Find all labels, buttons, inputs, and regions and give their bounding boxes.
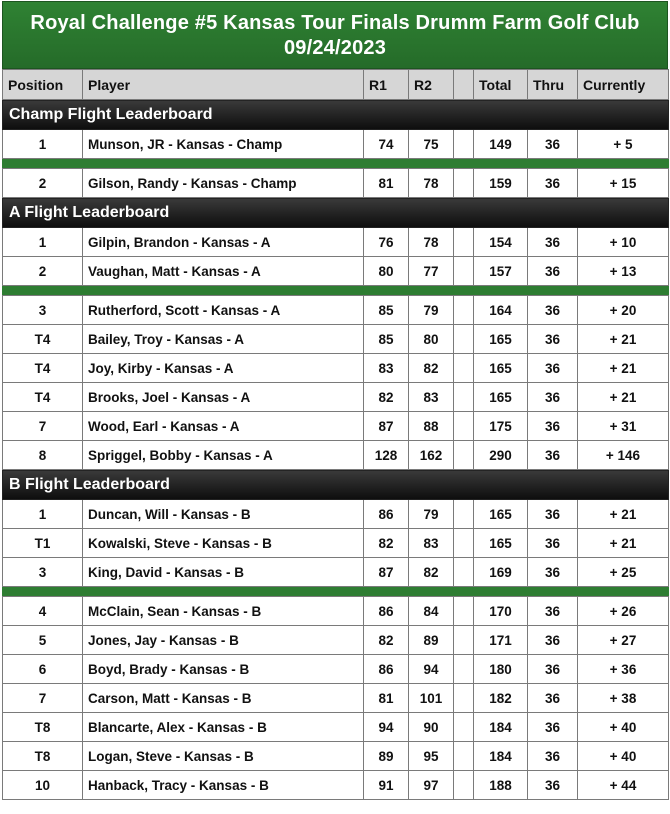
row-separator: [3, 159, 669, 169]
position-cell: 1: [3, 500, 83, 529]
thru-cell: 36: [528, 169, 578, 198]
thru-cell: 36: [528, 354, 578, 383]
r2-cell: 80: [409, 325, 454, 354]
table-row: [3, 228, 669, 257]
position-cell: 7: [3, 412, 83, 441]
r2-cell: 97: [409, 771, 454, 800]
table-row: [3, 257, 669, 286]
player-cell: McClain, Sean - Kansas - B: [83, 597, 364, 626]
row-separator: [3, 587, 669, 597]
total-cell: 182: [474, 684, 528, 713]
currently-cell: + 146: [578, 441, 669, 470]
player-cell: Kowalski, Steve - Kansas - B: [83, 529, 364, 558]
thru-cell: 36: [528, 713, 578, 742]
position-cell: 3: [3, 558, 83, 587]
header-row: [3, 70, 669, 100]
table-row: [3, 354, 669, 383]
total-cell: 180: [474, 655, 528, 684]
position-cell: 4: [3, 597, 83, 626]
r1-cell: 76: [364, 228, 409, 257]
thru-cell: 36: [528, 558, 578, 587]
r2-cell: 77: [409, 257, 454, 286]
total-cell: 290: [474, 441, 528, 470]
table-row: [3, 713, 669, 742]
r1-cell: 80: [364, 257, 409, 286]
r2-cell: 79: [409, 500, 454, 529]
currently-cell: + 5: [578, 130, 669, 159]
currently-cell: + 21: [578, 325, 669, 354]
total-cell: 170: [474, 597, 528, 626]
r2-cell: 75: [409, 130, 454, 159]
table-row: [3, 130, 669, 159]
col-r1: R1: [364, 70, 409, 100]
blank-cell: [454, 742, 474, 771]
r2-cell: 83: [409, 529, 454, 558]
blank-cell: [454, 228, 474, 257]
blank-cell: [454, 713, 474, 742]
player-cell: Bailey, Troy - Kansas - A: [83, 325, 364, 354]
thru-cell: 36: [528, 228, 578, 257]
thru-cell: 36: [528, 655, 578, 684]
currently-cell: + 44: [578, 771, 669, 800]
currently-cell: + 38: [578, 684, 669, 713]
separator-bar: [3, 159, 669, 169]
total-cell: 154: [474, 228, 528, 257]
r1-cell: 91: [364, 771, 409, 800]
title-banner: [2, 1, 668, 69]
position-cell: 7: [3, 684, 83, 713]
currently-cell: + 21: [578, 383, 669, 412]
position-cell: 6: [3, 655, 83, 684]
player-cell: Logan, Steve - Kansas - B: [83, 742, 364, 771]
total-cell: 184: [474, 713, 528, 742]
thru-cell: 36: [528, 325, 578, 354]
section-header: [3, 470, 669, 500]
position-cell: 2: [3, 169, 83, 198]
r2-cell: 101: [409, 684, 454, 713]
table-row: [3, 626, 669, 655]
total-cell: 171: [474, 626, 528, 655]
total-cell: 157: [474, 257, 528, 286]
r2-cell: 89: [409, 626, 454, 655]
player-cell: Brooks, Joel - Kansas - A: [83, 383, 364, 412]
row-separator: [3, 286, 669, 296]
total-cell: 165: [474, 529, 528, 558]
section-header: [3, 198, 669, 228]
r2-cell: 162: [409, 441, 454, 470]
currently-cell: + 26: [578, 597, 669, 626]
currently-cell: + 36: [578, 655, 669, 684]
table-row: [3, 441, 669, 470]
total-cell: 175: [474, 412, 528, 441]
blank-cell: [454, 500, 474, 529]
table-row: [3, 742, 669, 771]
r1-cell: 128: [364, 441, 409, 470]
thru-cell: 36: [528, 500, 578, 529]
total-cell: 165: [474, 354, 528, 383]
total-cell: 165: [474, 383, 528, 412]
r1-cell: 87: [364, 412, 409, 441]
table-row: [3, 529, 669, 558]
table-row: [3, 383, 669, 412]
col-player: Player: [83, 70, 364, 100]
currently-cell: + 25: [578, 558, 669, 587]
blank-cell: [454, 257, 474, 286]
col-blank: [454, 70, 474, 100]
r1-cell: 82: [364, 383, 409, 412]
table-row: [3, 500, 669, 529]
blank-cell: [454, 626, 474, 655]
player-cell: Boyd, Brady - Kansas - B: [83, 655, 364, 684]
position-cell: 2: [3, 257, 83, 286]
currently-cell: + 27: [578, 626, 669, 655]
player-cell: Jones, Jay - Kansas - B: [83, 626, 364, 655]
r2-cell: 94: [409, 655, 454, 684]
blank-cell: [454, 441, 474, 470]
blank-cell: [454, 169, 474, 198]
blank-cell: [454, 529, 474, 558]
table-row: [3, 771, 669, 800]
total-cell: 164: [474, 296, 528, 325]
r1-cell: 74: [364, 130, 409, 159]
currently-cell: + 20: [578, 296, 669, 325]
player-cell: Gilpin, Brandon - Kansas - A: [83, 228, 364, 257]
event-title: Royal Challenge #5 Kansas Tour Finals Drumm Farm Golf Club: [30, 12, 640, 34]
thru-cell: 36: [528, 597, 578, 626]
r2-cell: 83: [409, 383, 454, 412]
r2-cell: 79: [409, 296, 454, 325]
blank-cell: [454, 771, 474, 800]
table-row: [3, 558, 669, 587]
position-cell: T8: [3, 713, 83, 742]
currently-cell: + 21: [578, 500, 669, 529]
col-r2: R2: [409, 70, 454, 100]
player-cell: Joy, Kirby - Kansas - A: [83, 354, 364, 383]
blank-cell: [454, 383, 474, 412]
position-cell: 10: [3, 771, 83, 800]
section-header: [3, 100, 669, 130]
total-cell: 169: [474, 558, 528, 587]
r1-cell: 87: [364, 558, 409, 587]
r2-cell: 78: [409, 228, 454, 257]
separator-bar: [3, 286, 669, 296]
r1-cell: 81: [364, 169, 409, 198]
r2-cell: 82: [409, 558, 454, 587]
section-title: B Flight Leaderboard: [3, 470, 669, 500]
currently-cell: + 15: [578, 169, 669, 198]
thru-cell: 36: [528, 257, 578, 286]
blank-cell: [454, 597, 474, 626]
position-cell: T4: [3, 383, 83, 412]
leaderboard-body: [3, 100, 669, 800]
table-row: [3, 296, 669, 325]
r1-cell: 85: [364, 325, 409, 354]
thru-cell: 36: [528, 441, 578, 470]
col-thru: Thru: [528, 70, 578, 100]
thru-cell: 36: [528, 383, 578, 412]
table-row: [3, 597, 669, 626]
r1-cell: 82: [364, 626, 409, 655]
blank-cell: [454, 354, 474, 383]
r1-cell: 86: [364, 655, 409, 684]
r1-cell: 81: [364, 684, 409, 713]
r1-cell: 89: [364, 742, 409, 771]
r1-cell: 85: [364, 296, 409, 325]
blank-cell: [454, 130, 474, 159]
currently-cell: + 13: [578, 257, 669, 286]
leaderboard-table: [2, 69, 669, 800]
position-cell: T4: [3, 354, 83, 383]
blank-cell: [454, 296, 474, 325]
event-date: 09/24/2023: [283, 37, 387, 59]
blank-cell: [454, 412, 474, 441]
blank-cell: [454, 684, 474, 713]
player-cell: Hanback, Tracy - Kansas - B: [83, 771, 364, 800]
position-cell: T4: [3, 325, 83, 354]
total-cell: 165: [474, 500, 528, 529]
r2-cell: 84: [409, 597, 454, 626]
total-cell: 149: [474, 130, 528, 159]
thru-cell: 36: [528, 296, 578, 325]
r2-cell: 90: [409, 713, 454, 742]
position-cell: 3: [3, 296, 83, 325]
total-cell: 184: [474, 742, 528, 771]
total-cell: 159: [474, 169, 528, 198]
blank-cell: [454, 655, 474, 684]
r1-cell: 82: [364, 529, 409, 558]
thru-cell: 36: [528, 742, 578, 771]
col-total: Total: [474, 70, 528, 100]
table-row: [3, 655, 669, 684]
player-cell: Duncan, Will - Kansas - B: [83, 500, 364, 529]
player-cell: Vaughan, Matt - Kansas - A: [83, 257, 364, 286]
r1-cell: 86: [364, 500, 409, 529]
r2-cell: 78: [409, 169, 454, 198]
position-cell: 1: [3, 228, 83, 257]
table-row: [3, 169, 669, 198]
position-cell: 8: [3, 441, 83, 470]
r2-cell: 88: [409, 412, 454, 441]
thru-cell: 36: [528, 684, 578, 713]
thru-cell: 36: [528, 412, 578, 441]
player-cell: Blancarte, Alex - Kansas - B: [83, 713, 364, 742]
currently-cell: + 10: [578, 228, 669, 257]
blank-cell: [454, 558, 474, 587]
position-cell: 5: [3, 626, 83, 655]
section-title: Champ Flight Leaderboard: [3, 100, 669, 130]
r1-cell: 86: [364, 597, 409, 626]
position-cell: T8: [3, 742, 83, 771]
separator-bar: [3, 587, 669, 597]
position-cell: 1: [3, 130, 83, 159]
currently-cell: + 40: [578, 742, 669, 771]
player-cell: King, David - Kansas - B: [83, 558, 364, 587]
player-cell: Wood, Earl - Kansas - A: [83, 412, 364, 441]
position-cell: T1: [3, 529, 83, 558]
total-cell: 188: [474, 771, 528, 800]
r2-cell: 95: [409, 742, 454, 771]
total-cell: 165: [474, 325, 528, 354]
blank-cell: [454, 325, 474, 354]
table-row: [3, 684, 669, 713]
leaderboard: [2, 1, 668, 800]
table-row: [3, 412, 669, 441]
thru-cell: 36: [528, 771, 578, 800]
player-cell: Carson, Matt - Kansas - B: [83, 684, 364, 713]
player-cell: Gilson, Randy - Kansas - Champ: [83, 169, 364, 198]
player-cell: Munson, JR - Kansas - Champ: [83, 130, 364, 159]
thru-cell: 36: [528, 130, 578, 159]
col-currently: Currently: [578, 70, 669, 100]
section-title: A Flight Leaderboard: [3, 198, 669, 228]
player-cell: Rutherford, Scott - Kansas - A: [83, 296, 364, 325]
r2-cell: 82: [409, 354, 454, 383]
table-row: [3, 325, 669, 354]
r1-cell: 83: [364, 354, 409, 383]
thru-cell: 36: [528, 529, 578, 558]
currently-cell: + 21: [578, 529, 669, 558]
currently-cell: + 40: [578, 713, 669, 742]
currently-cell: + 21: [578, 354, 669, 383]
thru-cell: 36: [528, 626, 578, 655]
r1-cell: 94: [364, 713, 409, 742]
player-cell: Spriggel, Bobby - Kansas - A: [83, 441, 364, 470]
currently-cell: + 31: [578, 412, 669, 441]
col-position: Position: [3, 70, 83, 100]
